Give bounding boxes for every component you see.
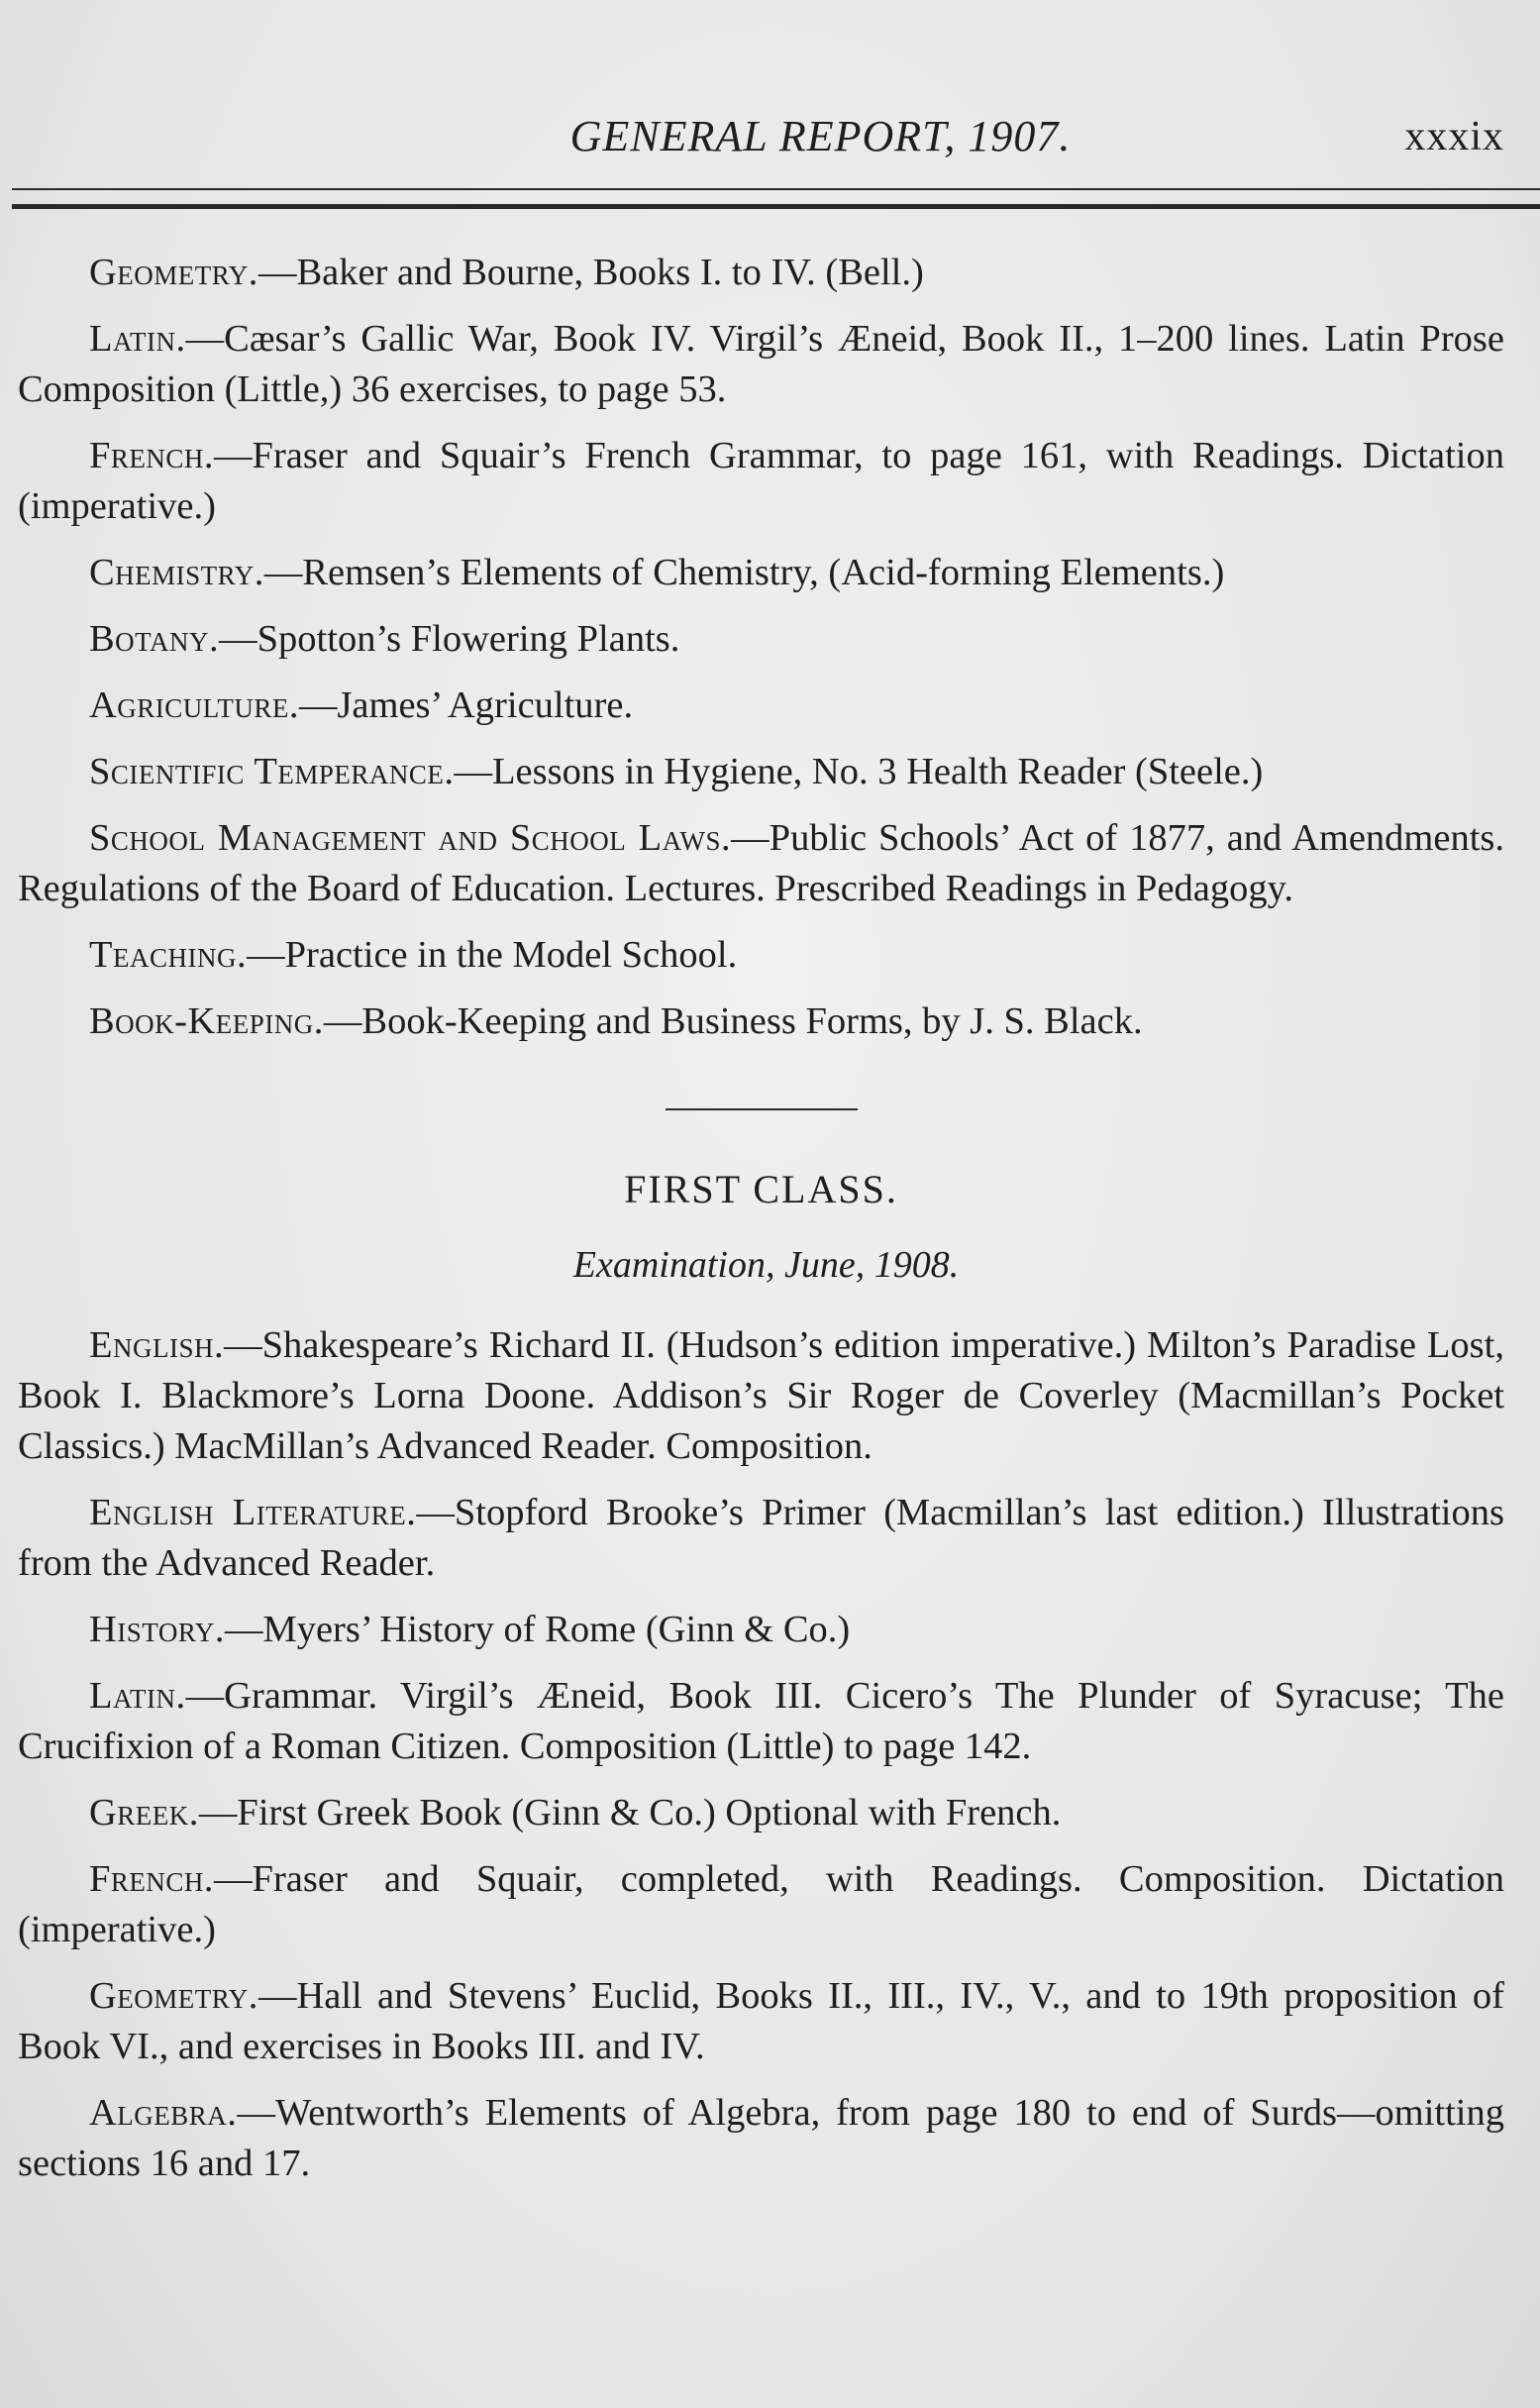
- entry-text: —Book-Keeping and Business Forms, by J. S. Black.: [323, 1000, 1143, 1042]
- entry-heading: English Literature.: [89, 1492, 417, 1533]
- entry-scientific-temperance: [18, 747, 1504, 797]
- entry-heading: Latin.: [89, 318, 186, 360]
- entry-heading: Algebra.: [89, 2092, 238, 2134]
- entry-text: —Fraser and Squair’s French Grammar, to page 161, with Readings. Dictation (imperative.): [18, 435, 1504, 527]
- entry-list-bottom: [18, 1320, 1504, 2189]
- section-divider: [666, 1108, 858, 1110]
- entry-botany: [18, 614, 1504, 665]
- entry-geometry: [18, 1971, 1504, 2072]
- entry-heading: Geometry.: [89, 1975, 258, 2017]
- header-double-rule: [12, 188, 1540, 209]
- running-title: GENERAL REPORT, 1907.: [569, 112, 1072, 160]
- entry-history: [18, 1605, 1504, 1655]
- entry-heading: Geometry.: [89, 252, 258, 293]
- entry-heading: Botany.: [89, 618, 220, 660]
- page-body: [18, 248, 1504, 2205]
- entry-heading: Latin.: [89, 1675, 186, 1717]
- entry-text: —Grammar. Virgil’s Æneid, Book III. Cicero’s The Plunder of Syracuse; The Crucifixion of a Roman Citizen. Composition (Little) to page 142.: [18, 1675, 1504, 1767]
- entry-latin: [18, 314, 1504, 415]
- entry-text: —Baker and Bourne, Books I. to IV. (Bell.): [257, 252, 924, 293]
- entry-text: —James’ Agriculture.: [298, 684, 634, 726]
- entry-english-literature: [18, 1488, 1504, 1589]
- entry-heading: Agriculture.: [89, 684, 299, 726]
- entry-heading: School Management and School Laws.: [89, 817, 732, 859]
- entry-latin: [18, 1671, 1504, 1772]
- entry-text: —Spotton’s Flowering Plants.: [219, 618, 680, 660]
- entry-heading: History.: [89, 1609, 225, 1650]
- entry-text: —Fraser and Squair, completed, with Readings. Composition. Dictation (imperative.): [18, 1858, 1504, 1950]
- entry-heading: French.: [89, 1858, 215, 1900]
- entry-french: [18, 1854, 1504, 1955]
- page-number: xxxix: [1404, 114, 1504, 159]
- entry-text: —Myers’ History of Rome (Ginn & Co.): [224, 1609, 851, 1650]
- entry-text: —Wentworth’s Elements of Algebra, from page 180 to end of Surds—omitting sections 16 and 17.: [18, 2092, 1504, 2184]
- entry-text: —Hall and Stevens’ Euclid, Books II., III., IV., V., and to 19th proposition of Book VI., and exercises in Books III. and IV.: [18, 1975, 1504, 2067]
- entry-geometry: [18, 248, 1504, 298]
- entry-text: —Stopford Brooke’s Primer (Macmillan’s last edition.) Illustrations from the Advanced Reader.: [18, 1492, 1504, 1584]
- entry-english: [18, 1320, 1504, 1472]
- entry-list-top: [18, 248, 1504, 1047]
- entry-text: —Shakespeare’s Richard II. (Hudson’s edition imperative.) Milton’s Paradise Lost, Book I. Blackmore’s Lorna Doone. Addison’s Sir Roger de Coverley (Macmillan’s Pocket Classics.) MacMillan’s Advanced Reader. Composition.: [18, 1324, 1504, 1467]
- entry-heading: Greek.: [89, 1792, 199, 1833]
- entry-heading: French.: [89, 435, 215, 476]
- entry-french: [18, 431, 1504, 532]
- entry-agriculture: [18, 681, 1504, 731]
- section-title: FIRST CLASS.: [624, 1167, 898, 1211]
- entry-text: —Remsen’s Elements of Chemistry, (Acid-forming Elements.): [263, 552, 1225, 593]
- entry-heading: Teaching.: [89, 934, 248, 976]
- entry-algebra: [18, 2088, 1504, 2189]
- entry-heading: Scientific Temperance.: [89, 751, 455, 792]
- entry-text: —First Greek Book (Ginn & Co.) Optional with French.: [198, 1792, 1062, 1833]
- entry-book-keeping: [18, 996, 1504, 1047]
- section-subtitle: Examination, June, 1908.: [572, 1244, 960, 1286]
- entry-teaching: [18, 930, 1504, 981]
- entry-text: —Cæsar’s Gallic War, Book IV. Virgil’s Æneid, Book II., 1–200 lines. Latin Prose Composition (Little,) 36 exercises, to page 53.: [18, 318, 1504, 410]
- entry-text: —Public Schools’ Act of 1877, and Amendments. Regulations of the Board of Education. Lectures. Prescribed Readings in Pedagogy.: [18, 817, 1504, 909]
- entry-text: —Practice in the Model School.: [247, 934, 738, 976]
- entry-heading: Book-Keeping.: [89, 1000, 324, 1042]
- entry-heading: Chemistry.: [89, 552, 264, 593]
- entry-heading: English.: [89, 1324, 225, 1366]
- entry-chemistry: [18, 548, 1504, 598]
- entry-greek: [18, 1788, 1504, 1838]
- entry-text: —Lessons in Hygiene, No. 3 Health Reader (Steele.): [454, 751, 1264, 792]
- entry-school-management: [18, 813, 1504, 914]
